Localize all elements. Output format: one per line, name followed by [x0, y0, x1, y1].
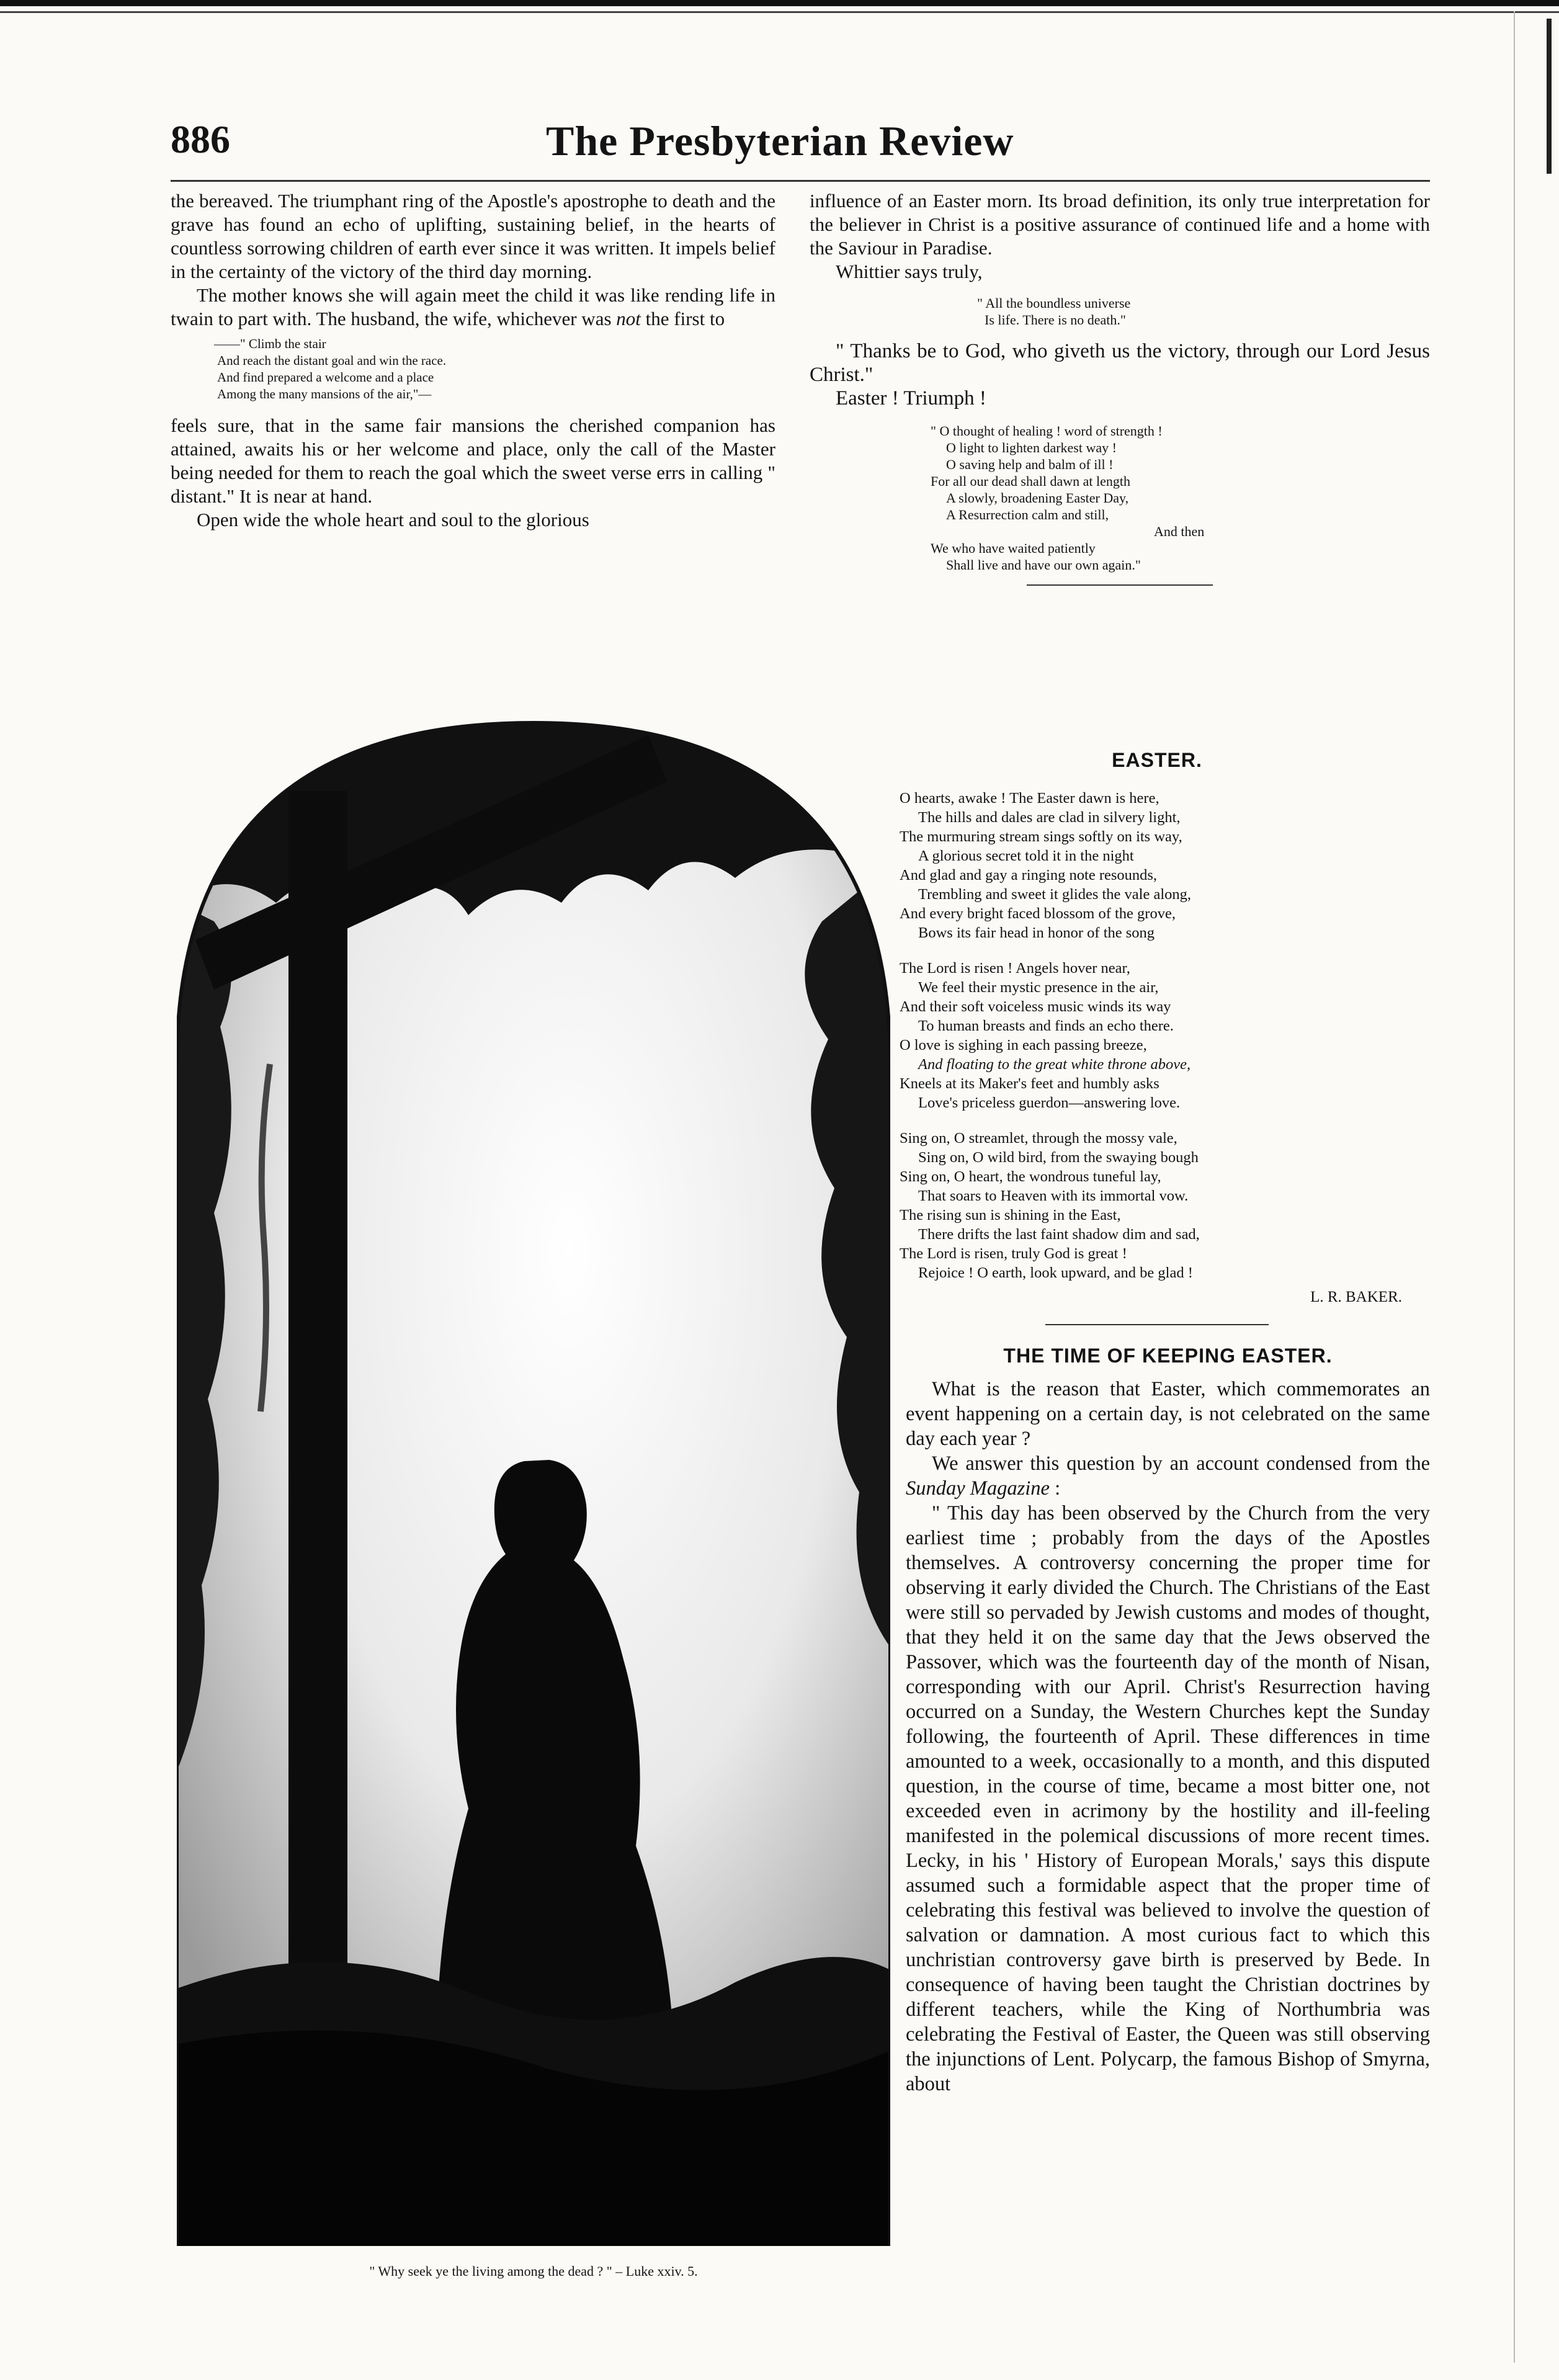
poem-line: The rising sun is shining in the East, [900, 1207, 1121, 1224]
answer-start: We answer this question by an account condensed from the [932, 1452, 1430, 1475]
poem-line: And every bright faced blossom of the grove, [900, 905, 1176, 922]
section-rule [1027, 584, 1213, 586]
hymn-line: O light to lighten darkest way ! [946, 440, 1117, 455]
poem-line: Bows its fair head in honor of the song [918, 924, 1155, 941]
whittier-quote [810, 295, 1430, 328]
header-rule [171, 180, 1430, 182]
illustration-svg [177, 717, 890, 2246]
right-paragraph-1: influence of an Easter morn. Its broad definition, its only true interpretation for the believer in Christ is a positive assurance of continued life and a home with the Saviour in Paradise. [810, 190, 1430, 259]
section-rule [1045, 1324, 1269, 1325]
easter-triumph: Easter ! Triumph ! [836, 387, 986, 409]
poem-line: Trembling and sweet it glides the vale along, [918, 886, 1192, 903]
hymn-line: A slowly, broadening Easter Day, [946, 490, 1129, 506]
poem-line: Love's priceless guerdon—answering love. [918, 1094, 1181, 1111]
quote-line: Is life. There is no death." [985, 312, 1126, 328]
left-paragraph-3: feels sure, that in the same fair mansions the cherished companion has attained, awaits his or her welcome and place, only the call of the Master being needed for them to reach the goal which the sweet verse errs in calling " distant." It is near at hand. [171, 414, 775, 507]
poem-signature: L. R. BAKER. [1310, 1289, 1402, 1305]
poem-line: Kneels at its Maker's feet and humbly asks [900, 1075, 1159, 1092]
poem-line: The murmuring stream sings softly on its way, [900, 828, 1182, 845]
left-paragraph-2 [171, 284, 775, 331]
hymn-line: Shall live and have our own again." [946, 557, 1141, 573]
hymn-line: A Resurrection calm and still, [946, 507, 1109, 522]
poem-line: We feel their mystic presence in the air, [918, 979, 1159, 996]
poem-line: A glorious secret told it in the night [918, 848, 1134, 864]
healing-hymn [810, 423, 1430, 573]
right-column-text [810, 189, 1430, 586]
left-paragraph-2-end: the first to [645, 308, 725, 329]
answer-source: Sunday Magazine [906, 1477, 1050, 1500]
poem-line: And glad and gay a ringing note resounds, [900, 867, 1158, 884]
top-border-rule [0, 0, 1559, 6]
poem-line: Sing on, O streamlet, through the mossy vale, [900, 1130, 1177, 1147]
hymn-line: O saving help and balm of ill ! [946, 457, 1114, 472]
thanks-paragraph: " Thanks be to God, who giveth us the victory, through our Lord Jesus Christ." [810, 340, 1430, 386]
hymn-line: " O thought of healing ! word of strength ! [931, 423, 1163, 439]
article-question: What is the reason that Easter, which commemorates an event happening on a certain day, is not celebrated on the same day each year ? [906, 1378, 1430, 1450]
left-paragraph-2-emphasis: not [616, 308, 641, 329]
hymn-line: For all our dead shall dawn at length [931, 473, 1130, 489]
hymn-line: We who have waited patiently [931, 540, 1096, 556]
verse-line: ——" Climb the stair [214, 336, 326, 351]
easter-article [906, 1343, 1430, 2096]
verse-line: And find prepared a welcome and a place [217, 370, 434, 385]
hymn-line: And then [1154, 524, 1205, 539]
poem-line: And floating to the great white throne above, [918, 1056, 1191, 1073]
poem-stanza-1 [900, 789, 1414, 942]
poem-line: There drifts the last faint shadow dim and sad, [918, 1226, 1200, 1243]
verse-line: And reach the distant goal and win the race. [217, 353, 447, 368]
poem-line: The Lord is risen, truly God is great ! [900, 1245, 1127, 1262]
left-paragraph-4: Open wide the whole heart and soul to the glorious [197, 509, 589, 530]
illustration-caption: " Why seek ye the living among the dead ? " – Luke xxiv. 5. [369, 2263, 698, 2279]
verse-line: Among the many mansions of the air,"— [217, 387, 432, 401]
page-number: 886 [171, 117, 230, 161]
left-paragraph-1: the bereaved. The triumphant ring of the Apostle's apostrophe to death and the grave has found an echo of uplifting, sustaining belief, in the hearts of countless sorrowing children of earth ever since it was written. It impels belief in the certainty of the victory of the third day morning. [171, 190, 775, 282]
poem-line: O hearts, awake ! The Easter dawn is here, [900, 790, 1159, 807]
quote-line: " All the boundless universe [977, 295, 1131, 311]
running-head: The Presbyterian Review [546, 117, 1014, 164]
easter-poem [900, 751, 1414, 1325]
article-body: " This day has been observed by the Church from the very earliest time ; probably from the days of the Apostles themselves. A controversy concerning the proper time for observing it early divided the Church. The Christians of the East were still so pervaded by Jewish customs and modes of thought, that they held it on the same day that the Jews observed the Passover, which was the fourteenth day of the month of Nisan, corresponding with our April. Christ's Resurrection having occurred on a Sunday, the Western Churches kept the Sunday following, the fourteenth of April. These differences in time amounted to a week, occasionally to a month, and this disputed question, in the course of time, became a most bitter one, not exceeded even in acrimony by the hostility and ill-feeling manifested in the polemical discussions of more recent times. Lecky, in his ' History of European Morals,' says this dispute assumed such a formidable aspect that the proper time of celebrating this festival was believed to involve the question of salvation or damnation. A most curious fact to which this unchristian controversy gave birth is preserved by Bede. In consequence of having been taught the Christian doctrines by different teachers, while the King of Northumbria was celebrating the Festival of Easter, the Queen was still observing the injunctions of Lent. Polycarp, the famous Bishop of Smyrna, about [906, 1502, 1430, 2095]
poem-line: And their soft voiceless music winds its way [900, 998, 1171, 1015]
left-column-text [171, 189, 775, 532]
poem-line: The Lord is risen ! Angels hover near, [900, 960, 1130, 977]
answer-end: : [1055, 1477, 1061, 1500]
article-answer-intro [906, 1451, 1430, 1501]
poem-line: The hills and dales are clad in silvery light, [918, 809, 1181, 826]
poem-title: EASTER. [1112, 749, 1202, 771]
poem-line: That soars to Heaven with its immortal vow. [918, 1188, 1189, 1204]
whittier-intro: Whittier says truly, [836, 261, 983, 282]
cross-mourner-illustration [177, 717, 890, 2246]
poem-line: To human breasts and finds an echo there. [918, 1018, 1174, 1034]
article-title: THE TIME OF KEEPING EASTER. [1003, 1344, 1333, 1367]
poem-line: Sing on, O wild bird, from the swaying bough [918, 1149, 1199, 1166]
poem-stanza-3 [900, 1129, 1414, 1282]
scan-edge-mark [1547, 19, 1552, 174]
left-paragraph-2-start: The mother knows she will again meet the child it was like rending life in twain to part with. The husband, the wife, whichever was [171, 284, 775, 329]
top-border-thin-rule [0, 11, 1559, 13]
climb-verse [171, 336, 775, 403]
poem-line: O love is sighing in each passing breeze, [900, 1037, 1147, 1054]
poem-line: Rejoice ! O earth, look upward, and be glad ! [918, 1264, 1193, 1281]
scan-edge-line [1514, 11, 1515, 2363]
poem-stanza-2 [900, 959, 1414, 1112]
poem-line: Sing on, O heart, the wondrous tuneful lay, [900, 1168, 1161, 1185]
